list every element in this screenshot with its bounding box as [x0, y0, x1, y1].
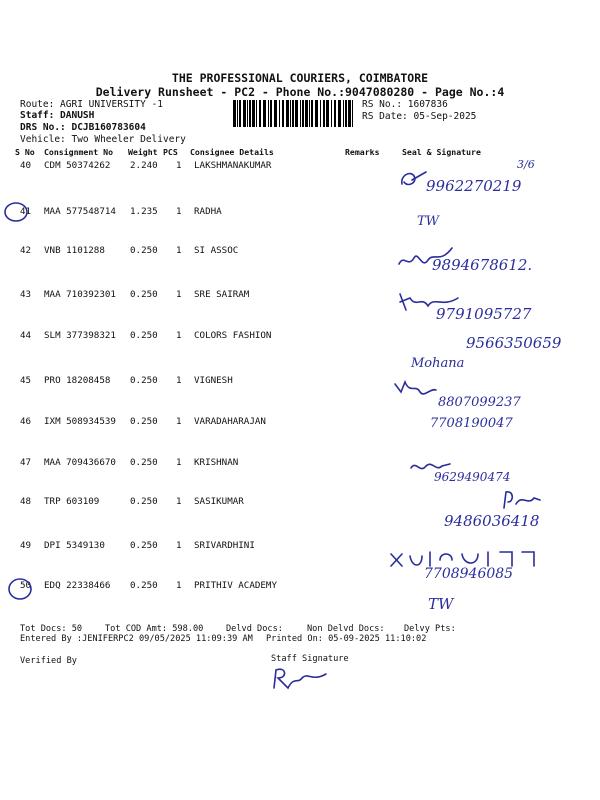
drs-number: DRS No.: DCJB160783604: [20, 122, 146, 133]
row-sno: 47: [20, 457, 32, 468]
row-weight: 2.240: [130, 160, 158, 171]
non-delivered-docs: Non Delvd Docs:: [307, 624, 385, 634]
rs-number: RS No.: 1607836: [362, 99, 448, 110]
row-consignment-number: MAA 710392301: [44, 289, 116, 300]
row-consignee: COLORS FASHION: [194, 330, 272, 341]
column-header-pcs: PCS: [163, 147, 178, 157]
row-consignee: VIGNESH: [194, 375, 233, 386]
handwritten-phone-40: 9962270219: [426, 177, 522, 195]
row-weight: 0.250: [130, 330, 158, 341]
row-sno: 44: [20, 330, 32, 341]
table-row: [0, 375, 600, 395]
total-cod-amount: Tot COD Amt: 598.00: [105, 624, 204, 634]
row-consignment-number: SLM 377398321: [44, 330, 116, 341]
circle-mark-41: [2, 200, 30, 224]
row-consignee: SRE SAIRAM: [194, 289, 250, 300]
column-header-consignee: Consignee Details: [190, 147, 274, 157]
row-consignment-number: TRP 603109: [44, 496, 100, 507]
handwritten-phone-43: 9791095727: [436, 305, 532, 323]
entered-by: Entered By :JENIFERPC2 09/05/2025 11:09:39 AM: [20, 634, 253, 644]
runsheet-subtitle: Delivery Runsheet - PC2 - Phone No.:9047080280 - Page No.:4: [95, 85, 505, 99]
row-pcs: 1: [176, 457, 182, 468]
column-header-weight: Weight: [128, 147, 158, 157]
row-weight: 0.250: [130, 375, 158, 386]
row-sno: 50: [20, 580, 32, 591]
row-sno: 49: [20, 540, 32, 551]
row-sno: 42: [20, 245, 32, 256]
handwritten-name-45: Mohana: [411, 356, 465, 371]
row-pcs: 1: [176, 580, 182, 591]
row-weight: 0.250: [130, 245, 158, 256]
handwritten-phone-48: 9486036418: [444, 512, 540, 530]
row-weight: 0.250: [130, 289, 158, 300]
row-consignment-number: MAA 709436670: [44, 457, 116, 468]
staff-signature-mark: [266, 664, 334, 692]
row-pcs: 1: [176, 375, 182, 386]
handwritten-phone-42: 9894678612.: [432, 256, 533, 274]
row-consignee: SASIKUMAR: [194, 496, 244, 507]
row-sno: 40: [20, 160, 32, 171]
printed-on: Printed On: 05-09-2025 11:10:02: [266, 634, 427, 644]
row-pcs: 1: [176, 245, 182, 256]
row-consignee: RADHA: [194, 206, 222, 217]
delivered-docs: Delvd Docs:: [226, 624, 283, 634]
route-label: Route: AGRI UNIVERSITY -1: [20, 99, 163, 110]
row-consignment-number: VNB 1101288: [44, 245, 105, 256]
row-consignee: VARADAHARAJAN: [194, 416, 266, 427]
row-consignee: LAKSHMANAKUMAR: [194, 160, 272, 171]
row-pcs: 1: [176, 496, 182, 507]
row-consignment-number: IXM 508934539: [44, 416, 116, 427]
row-consignment-number: PRO 18208458: [44, 375, 111, 386]
handwritten-mark-41: TW: [417, 214, 440, 229]
row-pcs: 1: [176, 416, 182, 427]
row-consignee: KRISHNAN: [194, 457, 239, 468]
handwritten-phone-50: 7708946085: [424, 566, 514, 582]
signature-mark-40: [398, 168, 428, 192]
row-consignment-number: DPI 5349130: [44, 540, 105, 551]
row-consignment-number: EDQ 22338466: [44, 580, 111, 591]
row-sno: 48: [20, 496, 32, 507]
handwritten-mark-50: TW: [428, 595, 454, 613]
rs-date: RS Date: 05-Sep-2025: [362, 111, 477, 122]
handwritten-phone-47: 9629490474: [434, 470, 511, 484]
column-header-sno: S No: [15, 147, 35, 157]
vehicle-label: Vehicle: Two Wheeler Delivery: [20, 134, 186, 145]
column-header-consignment: Consignment No: [44, 147, 114, 157]
row-sno: 41: [20, 206, 32, 217]
row-consignment-number: MAA 577548714: [44, 206, 116, 217]
circle-mark-50: [6, 576, 34, 602]
row-weight: 0.250: [130, 416, 158, 427]
handwritten-phone-46b: 7708190047: [430, 416, 513, 431]
row-consignee: SI ASSOC: [194, 245, 239, 256]
row-pcs: 1: [176, 330, 182, 341]
staff-label: Staff: DANUSH: [20, 110, 95, 121]
verified-by-label: Verified By: [20, 656, 77, 666]
row-sno: 46: [20, 416, 32, 427]
table-row: [0, 580, 600, 600]
table-row: [0, 206, 600, 226]
signature-mark-46: [392, 378, 438, 400]
row-pcs: 1: [176, 289, 182, 300]
column-header-signature: Seal & Signature: [402, 147, 481, 157]
row-sno: 45: [20, 375, 32, 386]
company-title: THE PROFESSIONAL COURIERS, COIMBATORE: [171, 71, 429, 85]
row-consignee: SRIVARDHINI: [194, 540, 255, 551]
total-docs: Tot Docs: 50: [20, 624, 83, 634]
row-pcs: 1: [176, 206, 182, 217]
row-weight: 0.250: [130, 496, 158, 507]
row-sno: 43: [20, 289, 32, 300]
staff-signature-label: Staff Signature: [271, 654, 349, 664]
row-weight: 1.235: [130, 206, 158, 217]
row-pcs: 1: [176, 160, 182, 171]
barcode: [233, 100, 357, 127]
signature-mark-48: [500, 488, 542, 512]
handwritten-phone-44: 9566350659: [466, 334, 562, 352]
row-consignment-number: CDM 50374262: [44, 160, 111, 171]
handwritten-phone-46a: 8807099237: [438, 395, 521, 410]
handwritten-count: 3/6: [517, 158, 535, 171]
row-weight: 0.250: [130, 580, 158, 591]
row-weight: 0.250: [130, 457, 158, 468]
row-consignee: PRITHIV ACADEMY: [194, 580, 277, 591]
column-header-remarks: Remarks: [345, 147, 380, 157]
row-pcs: 1: [176, 540, 182, 551]
delivery-points: Delvy Pts:: [404, 624, 456, 634]
row-weight: 0.250: [130, 540, 158, 551]
